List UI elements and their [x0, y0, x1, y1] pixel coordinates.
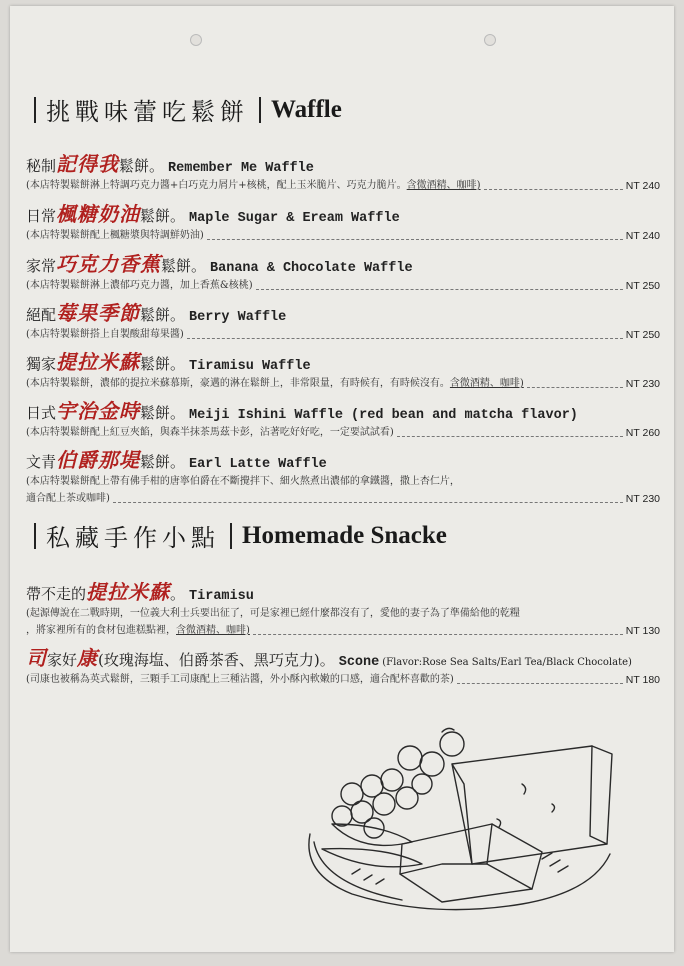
item-highlight: 巧克力香蕉	[56, 252, 162, 276]
item-description: (本店特製鬆餅淋上濃郁巧克力醬，加上香蕉&核桃)	[26, 280, 253, 291]
item-english-name: Maple Sugar & Eream Waffle	[189, 211, 400, 226]
menu-item	[26, 198, 660, 244]
item-english-name: Meiji Ishini Waffle (red bean and matcha flavor)	[189, 408, 578, 423]
item-note: 含微酒精、咖啡)	[406, 180, 481, 191]
item-highlight: 提拉米蘇	[56, 350, 141, 374]
item-description: (司康也被稱為英式鬆餅，三顆手工司康配上三種沾醬，外小酥內軟嫩的口感，適合配杯喜歡的茶)	[26, 674, 454, 685]
item-description-cont: ，將家裡所有的食材包進糕點裡，	[26, 625, 176, 636]
item-price: NT 250	[625, 280, 660, 292]
section-title-en: Waffle	[271, 95, 342, 123]
item-prefix: 帶不走的	[26, 585, 87, 603]
item-description: (本店特製鬆餅配上楓糖漿與特調鮮奶油)	[26, 230, 204, 241]
item-highlight: 司	[26, 646, 47, 670]
item-price: NT 260	[625, 427, 660, 439]
item-highlight: 提拉米蘇	[86, 580, 171, 604]
item-suffix: 鬆餅。	[140, 404, 186, 422]
item-description: (本店特製鬆餅，濃郁的提拉米蘇慕斯，豪邁的淋在鬆餅上，非常限量，有時候有，有時候沒有。	[26, 378, 450, 389]
item-suffix: 鬆餅。	[140, 207, 186, 225]
section-waffle-header	[10, 92, 674, 132]
menu-item	[26, 297, 660, 343]
item-prefix: 家常	[26, 257, 57, 275]
item-note: 含微酒精、咖啡)	[176, 625, 250, 636]
item-suffix: 鬆餅。	[119, 157, 165, 175]
menu-item	[26, 248, 660, 294]
item-highlight: 宇治金時	[56, 399, 141, 423]
item-suffix: 鬆餅。	[140, 453, 186, 471]
item-price: NT 250	[625, 329, 660, 341]
item-description-cont: 適合配上茶或咖啡)	[26, 493, 110, 504]
menu-item	[26, 395, 660, 441]
binder-hole	[484, 34, 496, 46]
item-price: NT 180	[625, 674, 660, 686]
item-english-name: Tiramisu	[189, 589, 254, 604]
menu-page	[10, 6, 674, 952]
item-prefix: 秘制	[26, 157, 57, 175]
item-description: (本店特製鬆餅搭上自製酸甜莓果醬)	[26, 329, 184, 340]
item-highlight: 楓糖奶油	[56, 202, 141, 226]
item-highlight: 伯爵那堤	[56, 448, 141, 472]
item-english-name: Banana & Chocolate Waffle	[210, 261, 413, 276]
section-title-zh: 挑戰味蕾吃鬆餅	[46, 98, 249, 126]
section-snack-header	[10, 518, 674, 558]
cheese-grapes-sketch-illustration	[292, 724, 622, 914]
menu-item	[26, 576, 660, 639]
item-english-name: Earl Latte Waffle	[189, 457, 327, 472]
menu-item	[26, 346, 660, 392]
binder-hole	[190, 34, 202, 46]
item-price: NT 240	[625, 180, 660, 192]
menu-item	[26, 642, 660, 688]
section-title-zh: 私藏手作小點	[46, 524, 220, 552]
item-highlight: 記得我	[56, 152, 120, 176]
item-suffix: 鬆餅。	[161, 257, 207, 275]
item-price: NT 230	[625, 493, 660, 505]
item-description: (本店特製鬆餅淋上特調巧克力醬+白巧克力屑片+核桃，配上玉米脆片、巧克力脆片。	[26, 180, 407, 191]
item-prefix: 日式	[26, 404, 57, 422]
menu-item	[26, 148, 660, 194]
item-note: 含微酒精、咖啡)	[449, 378, 524, 389]
item-suffix: 鬆餅。	[140, 306, 186, 324]
item-prefix: 絕配	[26, 306, 57, 324]
item-suffix: 鬆餅。	[140, 355, 186, 373]
item-description: (本店特製鬆餅配上帶有佛手柑的唐寧伯爵在不斷攪拌下、細火熬煮出濃郁的拿鐵醬，撒上杏仁片，	[26, 476, 460, 487]
section-title-en: Homemade Snacke	[242, 521, 447, 549]
item-english-name: Scone	[338, 655, 380, 670]
item-price: NT 240	[625, 230, 660, 242]
item-suffix: 。	[170, 585, 186, 603]
item-price: NT 130	[625, 625, 660, 637]
item-price: NT 230	[625, 378, 660, 390]
menu-item	[26, 444, 660, 507]
item-description: (起源傳說在二戰時期，一位義大利士兵要出征了，可是家裡已經什麼都沒有了，愛他的妻子為了準備給他的乾糧	[26, 608, 520, 619]
item-prefix: 日常	[26, 207, 57, 225]
item-prefix: 獨家	[26, 355, 57, 373]
item-prefix: 家好	[47, 651, 78, 669]
item-highlight: 莓果季節	[56, 301, 141, 325]
item-description: (本店特製鬆餅配上紅豆夾餡，與森半抹茶馬茲卡彭，沾著吃好好吃，一定要試試看)	[26, 427, 394, 438]
item-english-name: Tiramisu Waffle	[189, 359, 311, 374]
item-highlight: 康	[77, 646, 99, 670]
item-flavor-note: (Flavor:Rose Sea Salts/Earl Tea/Black Chocolate)	[382, 657, 632, 668]
item-prefix: 文青	[26, 453, 57, 471]
item-english-name: Remember Me Waffle	[168, 161, 314, 176]
item-suffix: (玫瑰海塩、伯爵茶香、黑巧克力)。	[98, 651, 335, 669]
item-english-name: Berry Waffle	[189, 310, 287, 325]
